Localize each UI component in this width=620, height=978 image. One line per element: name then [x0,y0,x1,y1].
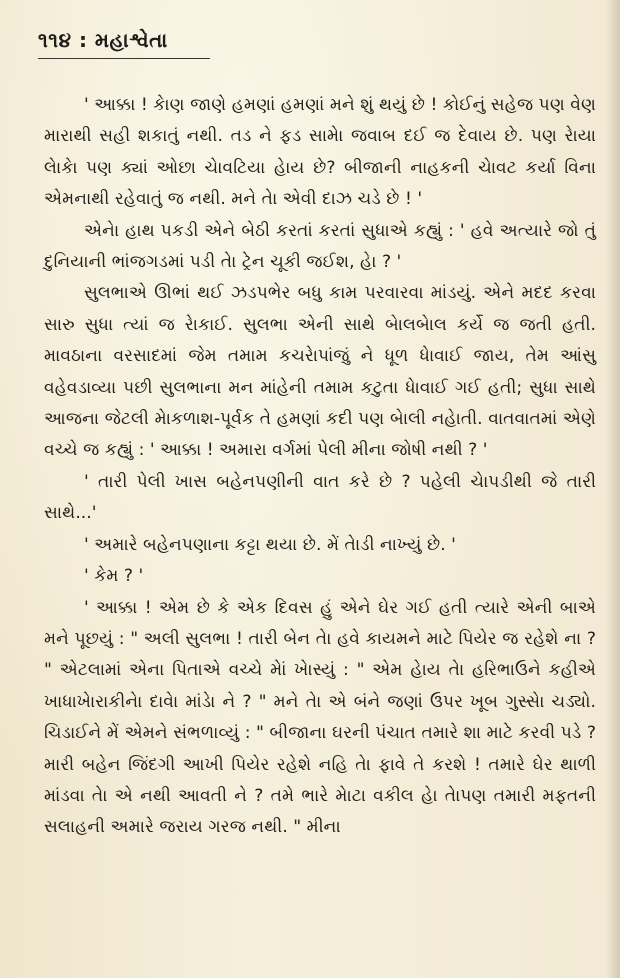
paragraph-2: એનેા હાથ પકડી એને બેઠી કરતાં કરતાં સુધાએ કહ્યું : ' હવે અત્યારે જો તું દુનિયાની ભાંજગડમાં પડી તેા ટ્રેન ચૂકી જઈશ, હેા ? ' [44,220,596,273]
running-head: ૧૧૪ : મહાશ્વેતા [38,28,168,52]
paragraph-7: ' આક્કા ! એમ છે કે એક દિવસ હું એને ઘેર ગઈ હતી ત્યારે એની બાએ મને પૂછયું : " અલી સુલભા ! તારી બેન તેા હવે કાયમને માટે પિયેર જ રહેશે ના ? " એટલામાં એના પિતાએ વચ્ચે મેાં ખેાસ્યું : " એમ હેાય તેા હરિભાઉને કહીએ ખાધાખેારાકીનેા દાવેા માંડેા ને ? " મને તેા એ બંને જણાં ઉપર ખૂબ ગુસ્સેા ચડ્યો. ચિડાઈને મેં એમને સંભળાવ્યું : " બીજાના ઘરની પંચાત તમારે શા માટે કરવી પડે ? મારી બહેન જિંદગી આખી પિયેર રહેશે નહિ તેા ફાવે તે કરશે ! તમારે ઘેર થાળી માંડવા તેા એ નથી આવતી ને ? તમે ભારે મેાટા વકીલ હેા તેાપણ તમારી મફતની સલાહની અમારે જરાય ગરજ નથી. " મીના [44,597,596,838]
body-text [44,90,596,844]
paragraph-3: સુલભાએ ઊભાં થઈ ઝડપભેર બધુ કામ પરવારવા માંડયું. એને મદદ કરવા સારુ સુધા ત્યાં જ રેાકાઈ. સુલભા એની સાથે બેાલબેાલ કર્યે જ જતી હતી. માવઠાના વરસાદમાં જેમ તમામ કચરેાપાંજું ને ધૂળ ધેાવાઈ જાય, તેમ આંસુ વહેવડાવ્યા પછી સુલભાના મન માંહેની તમામ કટુતા ધેાવાઈ ગઈ હતી; સુધા સાથે આજના જેટલી મેાકળાશ-પૂર્વક તે હમણાં કદી પણ બેાલી નહેાતી. વાતવાતમાં એણે વચ્ચે જ કહ્યું : ' આક્કા ! અમારા વર્ગમાં પેલી મીના જોષી નથી ? ' [44,283,596,461]
paragraph-1: ' આક્કા ! કેાણ જાણે હમણાં હમણાં મને શું થયું છે ! કોઈનું સહેજ પણ વેણ મારાથી સહી શકાતું નથી. તડ ને ફડ સામેા જવાબ દઈ જ દેવાય છે. પણ રેાયા લેાકેા પણ ક્યાં ઓછા ચેાવટિયા હેાય છે? બીજાની નાહકની ચેાવટ કર્યા વિના એમનાથી રહેવાતું જ નથી. મને તેા એવી દાઝ ચડે છે ! ' [44,95,596,210]
paragraph-6: ' કેમ ? ' [84,566,144,587]
paragraph-5: ' અમારે બહેનપણાના કટ્ટા થયા છે. મેં તેાડી નાખ્યું છે. ' [84,534,456,555]
paragraph-4: ' તારી પેલી ખાસ બહેનપણીની વાત કરે છે ? પહેલી ચેાપડીથી જે તારી સાથે...' [44,471,596,524]
page-header [38,28,218,59]
header-rule [38,58,210,59]
page-gutter-shadow [606,0,620,978]
